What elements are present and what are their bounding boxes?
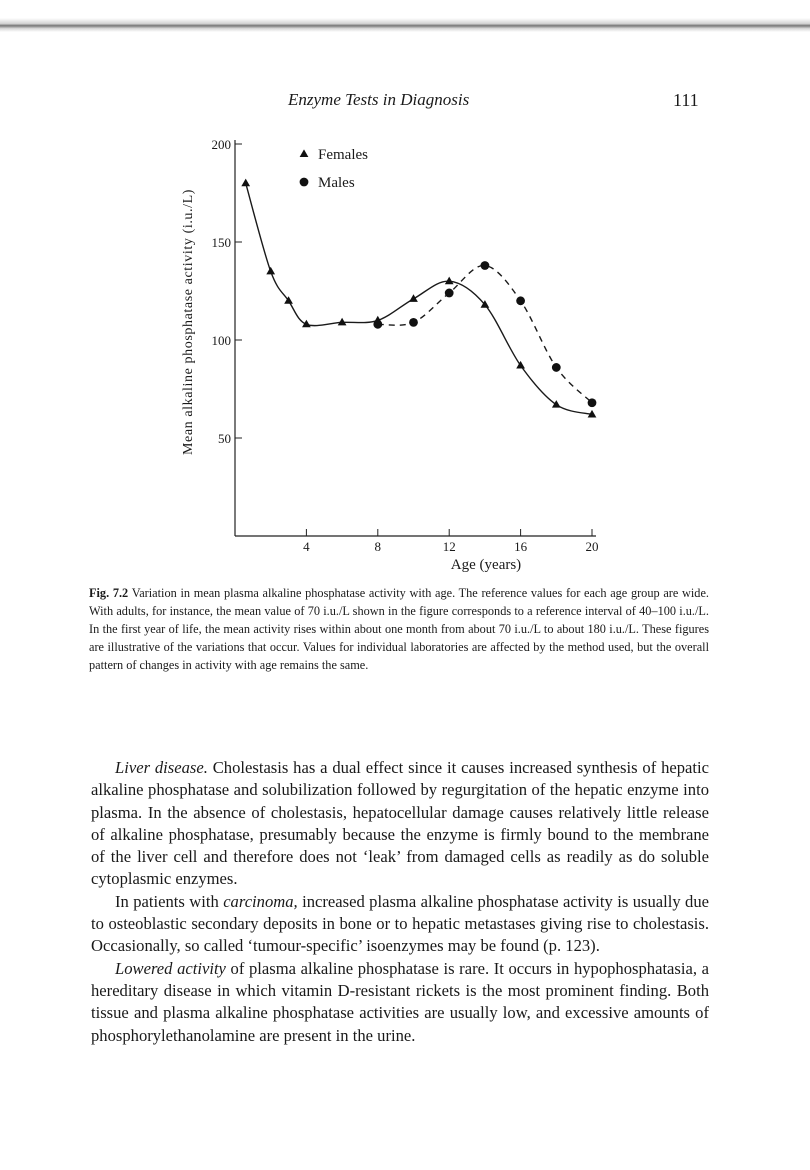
point-females-3 xyxy=(302,320,311,328)
x-tick-label-20: 20 xyxy=(585,539,599,554)
x-tick-label-4: 4 xyxy=(303,539,310,554)
point-males-0 xyxy=(373,320,382,329)
legend-circle-icon xyxy=(300,178,309,187)
y-axis-label: Mean alkaline phosphatase activity (i.u./L) xyxy=(181,188,196,456)
point-males-2 xyxy=(445,289,454,298)
figure-label: Fig. 7.2 xyxy=(89,586,129,600)
x-tick-label-12: 12 xyxy=(442,539,456,554)
chart-legend xyxy=(300,147,369,191)
point-males-1 xyxy=(409,318,418,327)
page-number: 111 xyxy=(673,90,699,110)
y-tick-label-200: 200 xyxy=(211,137,231,152)
paragraph-liver-disease-text: Cholestasis has a dual effect since it causes increased synthesis of hepatic alkaline phosphatase and solubilization followed by regurgitation of the hepatic enzyme into plasma. In the absence of cholestasis, hepatocellular damage causes relatively little release of alkaline phosphatase, presumably because the enzyme is firmly bound to the membrane of the liver cell and therefore does not ‘leak’ from damaged cells as readily as do soluble cytoplasmic enzymes. xyxy=(91,758,709,889)
term-carcinoma: carcinoma, xyxy=(223,891,298,911)
x-tick-label-8: 8 xyxy=(374,539,382,554)
point-males-6 xyxy=(588,398,597,407)
point-females-7 xyxy=(445,277,454,285)
point-females-4 xyxy=(338,318,347,326)
term-liver-disease: Liver disease. xyxy=(115,758,208,777)
paragraph-lowered-activity xyxy=(91,958,709,1047)
y-tick-label-100: 100 xyxy=(211,333,231,348)
chart-axes xyxy=(235,140,596,536)
y-tick-label-50: 50 xyxy=(218,431,231,446)
series-line-males xyxy=(378,265,592,402)
x-tick-label-16: 16 xyxy=(514,539,528,554)
paragraph-carcinoma xyxy=(91,891,709,958)
chart-markers xyxy=(241,179,596,418)
term-lowered-activity: Lowered activity xyxy=(115,958,226,978)
point-females-1 xyxy=(266,267,275,275)
paragraph-carcinoma-text: increased plasma alkaline phosphatase activity is usually due to osteoblastic secondary deposits in bone or to hepatic metastases giving rise to cholestasis. Occasionally, so called ‘tumour-specific’ isoenzymes may be found (p. 123). xyxy=(91,891,710,956)
paragraph-carcinoma-start: In patients with xyxy=(115,891,219,911)
figure-caption xyxy=(89,584,709,674)
y-tick-label-150: 150 xyxy=(211,235,231,250)
x-axis-label: Age (years) xyxy=(450,557,522,573)
point-females-0 xyxy=(241,179,250,187)
legend-triangle-icon xyxy=(300,149,309,157)
chart-ticks xyxy=(212,137,599,554)
legend-label-females: Females xyxy=(318,147,368,163)
body-text xyxy=(91,757,709,1047)
series-line-females xyxy=(246,183,592,414)
running-head: Enzyme Tests in Diagnosis xyxy=(288,90,470,109)
point-males-3 xyxy=(481,261,490,270)
figure-caption-text: Variation in mean plasma alkaline phosphatase activity with age. The reference values for each age group are wide. With adults, for instance, the mean value of 70 i.u./L shown in the figure corresponds to a reference interval of 40–100 i.u./L. In the first year of life, the mean activity rises within about one month from about 70 i.u./L to about 180 i.u./L. These figures are illustrative of the variations that occur. Values for individual laboratories are affected by the method used, but the overall pattern of changes in activity with age remains the same. xyxy=(89,586,709,672)
paragraph-lowered-activity-text: of plasma alkaline phosphatase is rare. It occurs in hypophosphatasia, a hereditary disease in which vitamin D-resistant rickets is the most prominent finding. Both tissue and plasma alkaline phosphatase activities are usually low, and excessive amounts of phosphorylethanolamine are present in the urine. xyxy=(91,958,709,1045)
age-phosphatase-chart xyxy=(0,0,810,580)
point-females-6 xyxy=(409,294,418,302)
chart-lines xyxy=(246,183,592,414)
point-males-4 xyxy=(516,296,525,305)
paragraph-liver-disease xyxy=(91,757,709,891)
point-females-10 xyxy=(552,400,561,408)
legend-label-males: Males xyxy=(318,175,355,191)
point-males-5 xyxy=(552,363,561,372)
